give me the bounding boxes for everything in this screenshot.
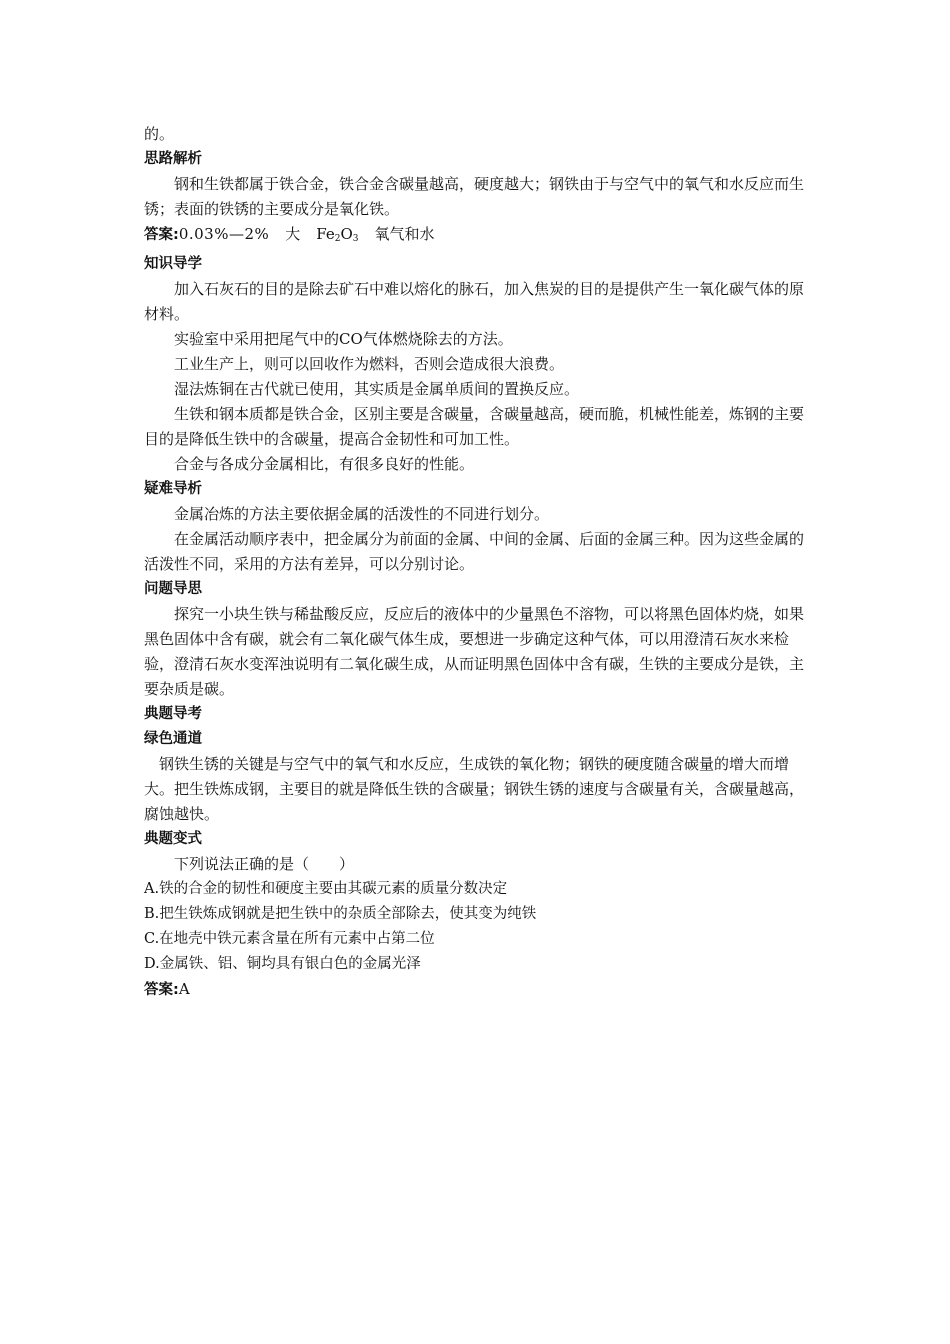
- difficulty-heading: 疑难导析: [144, 481, 202, 497]
- formula-sub-2: 3: [352, 234, 359, 244]
- variant-stem: 下列说法正确的是（ ）: [174, 855, 355, 873]
- answer-2: [144, 977, 810, 1003]
- difficulty-paragraph: 在金属活动顺序表中，把金属分为前面的金属、中间的金属、后面的金属三种。因为这些金属的活泼性不同，采用的方法有差异，可以分别讨论。: [144, 530, 805, 573]
- answer-1-word: 大: [285, 225, 301, 243]
- option-b: B.把生铁炼成钢就是把生铁中的杂质全部除去，使其变为纯铁: [144, 906, 537, 922]
- answer-1: [144, 222, 810, 252]
- green-heading: 绿色通道: [144, 731, 202, 747]
- difficulty-paragraph: 金属冶炼的方法主要依据金属的活泼性的不同进行划分。: [174, 505, 550, 523]
- question-paragraph: 探究一小块生铁与稀盐酸反应，反应后的液体中的少量黑色不溶物，可以将黑色固体灼烧，如果黑色固体中含有碳，就会有二氧化碳气体生成，要想进一步确定这种气体，可以用澄清石灰水来检验，澄清石灰水变浑浊说明有二氧化碳生成，从而证明黑色固体中含有碳，生铁的主要成分是铁，主要杂质是碳。: [144, 605, 805, 698]
- answer-2-value: A: [178, 980, 190, 998]
- knowledge-paragraph: 湿法炼铜在古代就已使用，其实质是金属单质间的置换反应。: [174, 380, 580, 398]
- answer-2-label: 答案:: [144, 982, 179, 998]
- formula-fe: Fe: [316, 225, 335, 243]
- answer-1-range: 0.03%—2%: [178, 225, 270, 243]
- formula-o: O: [340, 225, 353, 243]
- typical-heading: 典题导考: [144, 706, 202, 722]
- option-d: D.金属铁、铝、铜均具有银白色的金属光泽: [144, 956, 421, 972]
- question-heading: 问题导思: [144, 581, 202, 597]
- analysis-body: 钢和生铁都属于铁合金，铁合金含碳量越高，硬度越大；钢铁由于与空气中的氧气和水反应而生锈；表面的铁锈的主要成分是氧化铁。: [144, 175, 805, 218]
- answer-1-label: 答案:: [144, 227, 179, 243]
- knowledge-heading: 知识导学: [144, 256, 202, 272]
- knowledge-paragraph: 工业生产上，则可以回收作为燃料，否则会造成很大浪费。: [174, 355, 565, 373]
- document-page: [144, 122, 810, 1003]
- variant-heading: 典题变式: [144, 831, 202, 847]
- knowledge-paragraph: 合金与各成分金属相比，有很多良好的性能。: [174, 455, 475, 473]
- intro-tail: 的。: [144, 125, 175, 143]
- formula-sub-1: 2: [334, 234, 341, 244]
- knowledge-paragraph: 生铁和钢本质都是铁合金，区别主要是含碳量，含碳量越高，硬而脆，机械性能差，炼钢的主要目的是降低生铁中的含碳量，提高合金韧性和可加工性。: [144, 405, 805, 448]
- knowledge-paragraph: 加入石灰石的目的是除去矿石中难以熔化的脉石，加入焦炭的目的是提供产生一氧化碳气体的原材料。: [144, 280, 805, 323]
- option-c: C.在地壳中铁元素含量在所有元素中占第二位: [144, 931, 435, 947]
- answer-1-formula: [316, 225, 358, 243]
- knowledge-paragraph: 实验室中采用把尾气中的CO气体燃烧除去的方法。: [174, 330, 513, 348]
- analysis-heading: 思路解析: [144, 151, 202, 167]
- option-a: A.铁的合金的韧性和硬度主要由其碳元素的质量分数决定: [144, 881, 508, 897]
- answer-1-reason: 氧气和水: [374, 225, 435, 243]
- green-body: 钢铁生锈的关键是与空气中的氧气和水反应，生成铁的氧化物；钢铁的硬度随含碳量的增大而增大。把生铁炼成钢，主要目的就是降低生铁的含碳量；钢铁生锈的速度与含碳量有关，含碳量越高，腐蚀越快。: [144, 755, 805, 823]
